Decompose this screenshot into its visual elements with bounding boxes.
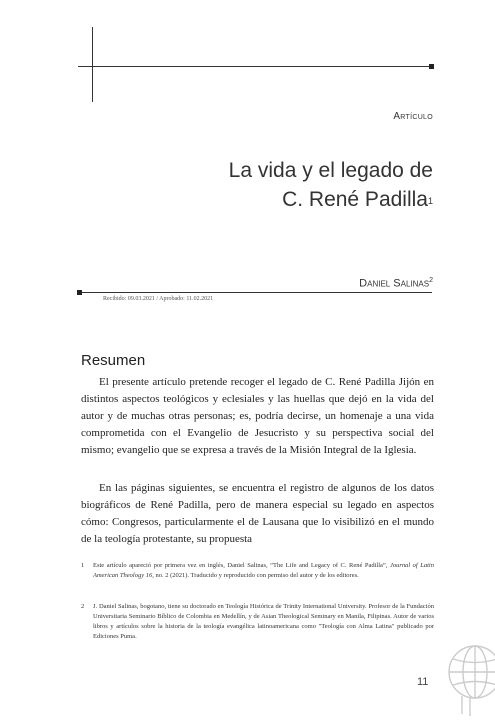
- footnote-2: [81, 602, 434, 642]
- footnote-number: 1: [81, 562, 85, 569]
- page-number: 11: [417, 676, 429, 688]
- footnote-number: 2: [81, 603, 85, 610]
- author-footnote-ref[interactable]: 2: [429, 277, 433, 284]
- footnote-1-text-b: , no. 2 (2021). Traducido y reproducido con permiso del autor y de los editores.: [152, 572, 359, 579]
- received-approved-dates: Recibido: 09.03.2021 / Aprobado: 11.02.2021: [103, 296, 214, 302]
- vertical-rule: [92, 27, 93, 102]
- paragraph-2-text: En las páginas siguientes, se encuentra el registro de algunos de los datos biográficos de René Padilla, pero de manera especial su legado en aspectos cómo: Congresos, particularmente el de Lausana que lo visibilizó en el mundo de la teología protestante, su propuesta: [81, 482, 434, 545]
- author-text: Daniel Salinas: [359, 277, 430, 290]
- paragraph-1-text: El presente artículo pretende recoger el legado de C. René Padilla Jijón en distintos aspectos teológicos y eclesiales y las huellas que dejó en la vida del autor y de muchas otras personas; es, podría decirse, un homenaje a una vida comprometida con el Evangelio de Jesucristo y su perspectiva social del mismo; evangelio que se expresa a través de la Misión Integral de la Iglesia.: [81, 376, 434, 456]
- footnote-1-text-a: Este artículo apareció por primera vez en inglés, Daniel Salinas, “The Life and Legacy of C. René Padilla”,: [93, 562, 390, 569]
- footnote-1-journal: Journal of Latin American Theology 16: [93, 562, 434, 579]
- author-rule: [80, 292, 432, 293]
- top-rule: [78, 66, 430, 67]
- title-line-2: [113, 185, 433, 214]
- globe-watermark-icon: [440, 636, 495, 716]
- author-rule-marker: [77, 290, 82, 295]
- article-title: [113, 156, 433, 214]
- author-name: [359, 277, 433, 290]
- title-line-2-text: C. René Padilla: [282, 188, 428, 211]
- abstract-heading: Resumen: [81, 352, 146, 369]
- abstract-paragraph-2: [81, 480, 434, 548]
- footnote-text: J. Daniel Salinas, bogotano, tiene su doctorado en Teología Histórica de Trinity International University. Profesor de la Fundación Universitaria Seminario Bíblico de Colombia en Medellín, y de Asian Theological Seminary en Manila, Filipinas. Autor de varios libros y artículos sobre la historia de la teología evangélica latinoamericana como "Teología con Alma Latina" publicado por Ediciones Puma.: [93, 603, 434, 640]
- abstract-paragraph-1: [81, 374, 434, 459]
- footnote-1: [81, 561, 434, 581]
- title-footnote-ref[interactable]: 1: [427, 196, 433, 206]
- section-label: Artículo: [393, 111, 433, 122]
- top-rule-marker: [429, 64, 434, 69]
- title-line-1: La vida y el legado de: [228, 159, 433, 182]
- footnote-text: [93, 561, 434, 581]
